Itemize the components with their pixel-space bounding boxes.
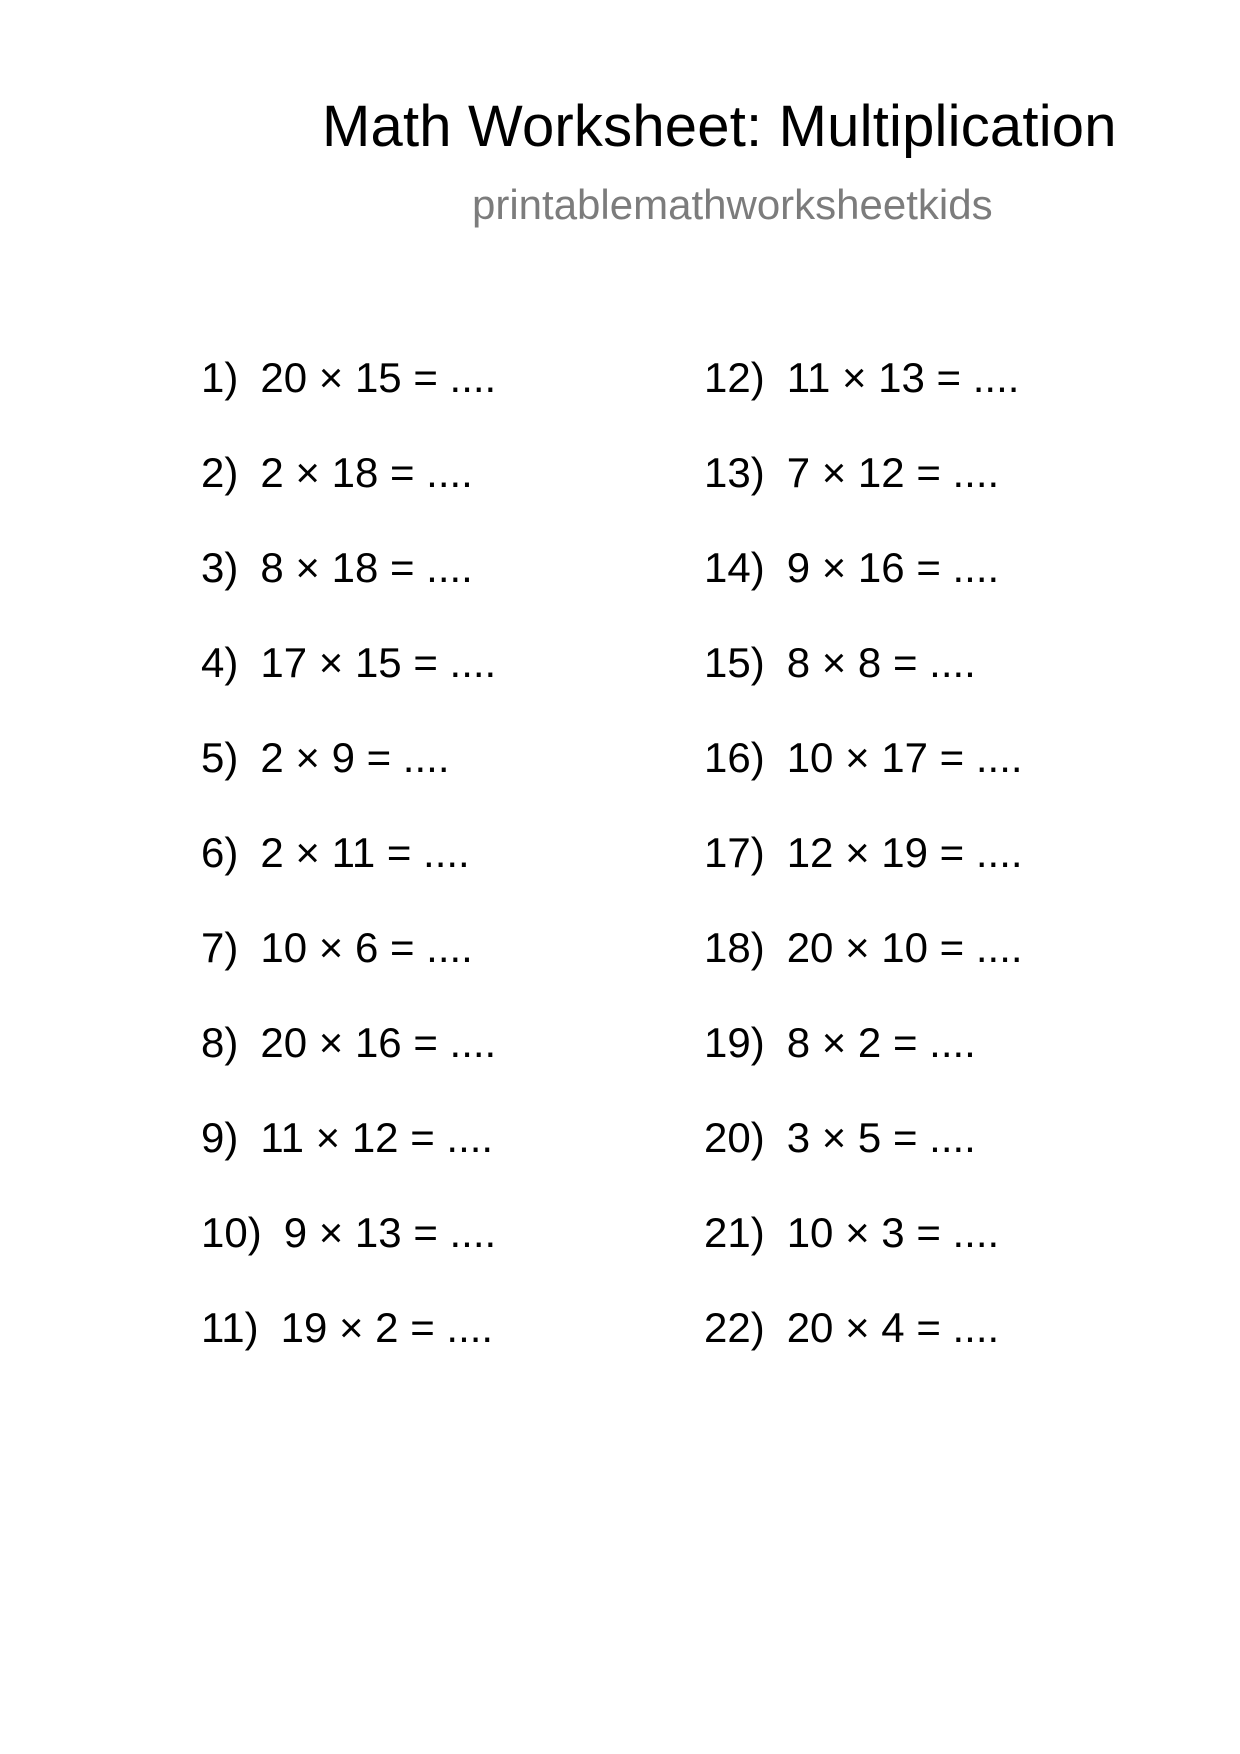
problem-expression: 10 × 17 = .... <box>786 734 1023 781</box>
problem-item <box>201 353 496 403</box>
problem-number: 20) <box>704 1114 765 1161</box>
problem-expression: 8 × 18 = .... <box>260 544 473 591</box>
problem-item <box>704 733 1023 783</box>
problem-expression: 11 × 13 = .... <box>786 354 1020 401</box>
problem-item <box>704 1303 999 1353</box>
problem-item <box>201 448 473 498</box>
problem-expression: 8 × 2 = .... <box>786 1019 976 1066</box>
problem-expression: 2 × 18 = .... <box>260 449 473 496</box>
problem-item <box>201 1018 496 1068</box>
problem-expression: 3 × 5 = .... <box>786 1114 976 1161</box>
problem-expression: 2 × 9 = .... <box>260 734 450 781</box>
problem-item <box>704 1113 976 1163</box>
problem-number: 21) <box>704 1209 765 1256</box>
problem-number: 2) <box>201 449 239 496</box>
problem-number: 19) <box>704 1019 765 1066</box>
problem-item <box>704 638 976 688</box>
problem-number: 11) <box>201 1304 259 1351</box>
problem-expression: 9 × 13 = .... <box>283 1209 497 1256</box>
problem-expression: 20 × 15 = .... <box>260 354 497 401</box>
problem-expression: 11 × 12 = .... <box>260 1114 494 1161</box>
problem-number: 7) <box>201 924 239 971</box>
problem-expression: 10 × 3 = .... <box>786 1209 1000 1256</box>
problem-expression: 7 × 12 = .... <box>786 449 1000 496</box>
problem-item <box>201 638 496 688</box>
problem-number: 18) <box>704 924 765 971</box>
problem-expression: 10 × 6 = .... <box>260 924 473 971</box>
problem-expression: 20 × 10 = .... <box>786 924 1023 971</box>
problem-item <box>704 543 999 593</box>
problem-number: 5) <box>201 734 239 781</box>
problem-item <box>201 1208 496 1258</box>
problem-expression: 9 × 16 = .... <box>786 544 1000 591</box>
problem-number: 12) <box>704 354 765 401</box>
problem-expression: 17 × 15 = .... <box>260 639 497 686</box>
problem-item <box>704 1208 999 1258</box>
problem-number: 1) <box>201 354 239 401</box>
problem-item <box>704 828 1023 878</box>
problem-expression: 12 × 19 = .... <box>786 829 1023 876</box>
problem-item <box>201 1303 493 1353</box>
problem-item <box>704 353 1019 403</box>
problem-expression: 20 × 4 = .... <box>786 1304 1000 1351</box>
problem-item <box>201 733 449 783</box>
problem-item <box>201 828 470 878</box>
problem-number: 14) <box>704 544 765 591</box>
problem-number: 17) <box>704 829 765 876</box>
problem-number: 9) <box>201 1114 239 1161</box>
problem-number: 3) <box>201 544 239 591</box>
problem-number: 6) <box>201 829 239 876</box>
page-title: Math Worksheet: Multiplication <box>322 94 1117 159</box>
problem-expression: 20 × 16 = .... <box>260 1019 497 1066</box>
problem-expression: 19 × 2 = .... <box>280 1304 494 1351</box>
problem-number: 4) <box>201 639 239 686</box>
problem-item <box>201 543 473 593</box>
problem-expression: 8 × 8 = .... <box>786 639 976 686</box>
page-subtitle: printablemathworksheetkids <box>472 181 993 228</box>
problem-number: 10) <box>201 1209 262 1256</box>
problem-number: 16) <box>704 734 765 781</box>
problem-number: 22) <box>704 1304 765 1351</box>
problem-item <box>704 1018 976 1068</box>
problem-number: 8) <box>201 1019 239 1066</box>
problem-number: 15) <box>704 639 765 686</box>
problem-item <box>704 448 999 498</box>
problem-number: 13) <box>704 449 765 496</box>
problem-item <box>201 923 473 973</box>
problem-item <box>201 1113 493 1163</box>
problem-expression: 2 × 11 = .... <box>260 829 470 876</box>
problem-item <box>704 923 1023 973</box>
